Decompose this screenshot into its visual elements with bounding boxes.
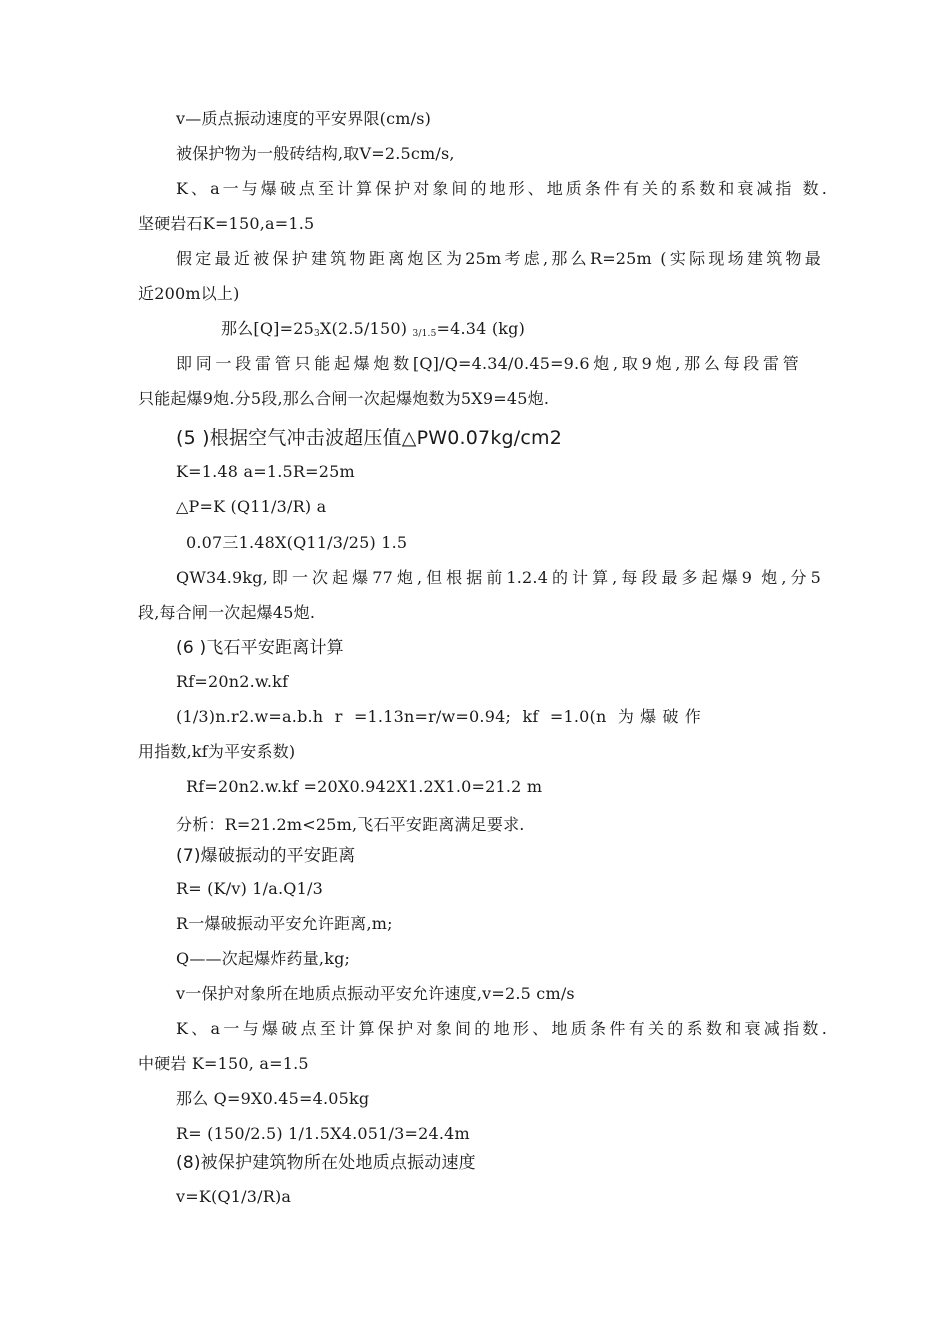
formula-part: X(2.5/150) [319,319,413,338]
text-line: 被保护物为一般砖结构,取V=2.5cm/s, [176,144,455,163]
formula-part: 那么[Q]=25 [221,319,314,338]
text-line: (1/3)n.r2.w=a.b.h r =1.13n=r/w=0.94; kf =1.0(n 为爆破作 [176,707,701,726]
text-line: 分析：R=21.2m<25m,飞石平安距离满足要求. [176,815,525,834]
text-line: △P=K (Q11/3/R) a [176,497,327,516]
section-heading: (5 )根据空气冲击波超压值△PW0.07kg/cm2 [176,427,563,449]
text-line: 假定最近被保护建筑物距离炮区为25m考虑,那么R=25m (实际现场建筑物最 [176,249,821,268]
section-heading: (8)被保护建筑物所在处地质点振动速度 [176,1153,476,1173]
text-line: 近200m以上) [138,284,240,303]
formula-part: =4.34 (kg) [436,319,526,338]
text-line: 只能起爆9炮.分5段,那么合闸一次起爆炮数为5X9=45炮. [138,389,550,408]
text-line: QW34.9kg,即一次起爆77炮,但根据前1.2.4的计算,每段最多起爆9 炮,分5 [176,568,821,587]
text-line: 坚硬岩石K=150,a=1.5 [138,214,315,233]
text-line: 用指数,kf为平安系数) [138,742,296,761]
text-line: 段,每合闸一次起爆45炮. [138,603,316,622]
section-heading: (6 )飞石平安距离计算 [176,638,344,658]
text-line: R= (K/v) 1/a.Q1/3 [176,879,323,898]
text-line: K、a一与爆破点至计算保护对象间的地形、地质条件有关的系数和衰减指数. [176,1019,827,1038]
text-line: 0.07三1.48X(Q11/3/25) 1.5 [186,533,408,552]
text-line: R= (150/2.5) 1/1.5X4.051/3=24.4m [176,1124,470,1143]
formula-subscript: 3/1.5 [412,329,437,339]
text-line: v一保护对象所在地质点振动平安允许速度,v=2.5 cm/s [176,984,575,1003]
text-line: R一爆破振动平安允许距离,m; [176,914,393,933]
text-line: Q——次起爆炸药量,kg; [176,949,351,968]
formula-line [221,318,525,345]
section-heading: (7)爆破振动的平安距离 [176,846,356,866]
text-line: 即同一段雷管只能起爆炮数[Q]/Q=4.34/0.45=9.6炮,取9炮,那么每段雷管 [176,354,799,373]
text-line: v—质点振动速度的平安界限(cm/s) [176,109,432,128]
text-line: K=1.48 a=1.5R=25m [176,462,355,481]
text-line: v=K(Q1/3/R)a [176,1187,292,1206]
text-line: 中硬岩 K=150, a=1.5 [138,1054,309,1073]
text-line: K、a一与爆破点至计算保护对象间的地形、地质条件有关的系数和衰减指 数. [176,179,827,198]
text-line: Rf=20n2.w.kf =20X0.942X1.2X1.0=21.2 m [186,777,543,796]
text-line: Rf=20n2.w.kf [176,672,289,691]
text-line: 那么 Q=9X0.45=4.05kg [176,1089,370,1108]
formula-subscript: 3 [313,329,320,339]
